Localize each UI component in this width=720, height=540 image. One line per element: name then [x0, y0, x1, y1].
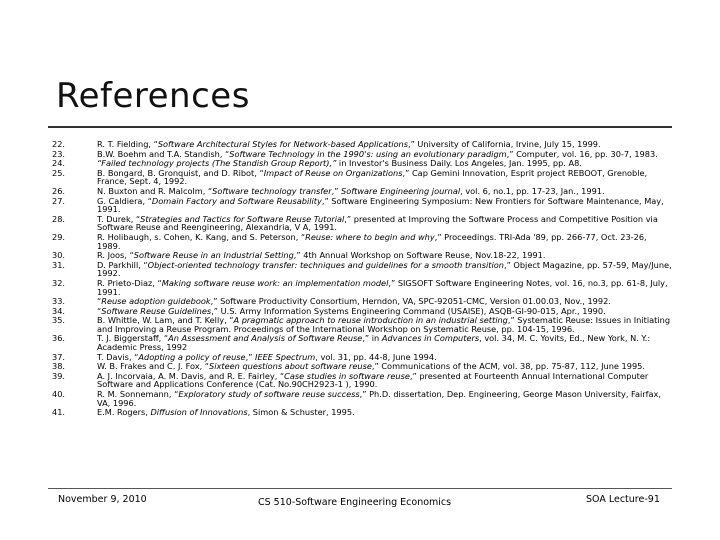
reference-segment: in Investor's Business Daily. Los Angeles, Jan. 1995, pp. A8. [336, 158, 582, 169]
title-divider [48, 126, 672, 128]
footer-divider [48, 488, 672, 489]
reference-number: 26. [52, 185, 66, 196]
reference-italic-title: Object-oriented technology transfer: techniques and guidelines for a smooth transition [147, 259, 504, 270]
reference-italic-title: An Assessment and Analysis of Software Reuse [168, 333, 363, 344]
reference-segment: ,” presented at Fourteenth Annual International Computer Software and Applications Conference (Cat. No.90CH2923-1 ), 1990. [97, 370, 649, 390]
reference-text [97, 279, 672, 296]
footer-course: CS 510-Software Engineering Economics [258, 497, 452, 508]
footer-lecture: SOA Lecture-91 [586, 494, 660, 505]
reference-segment: ,” SIGSOFT Software Engineering Notes, vol. 16, no.3, pp. 61-8, July, 1991. [97, 277, 668, 297]
reference-text [97, 159, 672, 168]
reference-item [52, 279, 672, 296]
reference-segment: D. Parkhill, “ [97, 259, 148, 270]
reference-item [52, 233, 672, 250]
reference-italic-title: Exploratory study of software reuse success [178, 389, 360, 400]
reference-italic-title: Reuse: where to begin and why [305, 231, 435, 242]
reference-item [52, 307, 672, 316]
reference-item [52, 334, 672, 351]
reference-text [97, 169, 672, 186]
reference-segment: ,” Proceedings. TRI-Ada '89, pp. 266-77, Oct. 23-26, 1989. [97, 231, 647, 251]
reference-number: 27. [52, 195, 66, 206]
reference-segment: T. Durek, “ [97, 213, 141, 224]
reference-text [97, 261, 672, 278]
reference-segment: ,” Software Productivity Consortium, Herndon, VA, SPC-92051-CMC, Version 01.00.03, Nov., 1992. [210, 296, 611, 307]
reference-number: 28. [52, 213, 66, 224]
reference-number: 34. [52, 305, 66, 316]
reference-number: 25. [52, 167, 66, 178]
reference-number: 32. [52, 277, 66, 288]
reference-number: 38. [52, 361, 66, 372]
reference-text [97, 362, 672, 371]
reference-segment: ,” [331, 185, 342, 196]
reference-italic-title: Sixteen questions about software reuse [209, 361, 372, 372]
reference-segment: ,” Object Magazine, pp. 57-59, May/June, 1992. [97, 259, 672, 279]
reference-number: 31. [52, 259, 66, 270]
reference-text [97, 372, 672, 389]
reference-segment: B. Whittle, W. Lam, and T. Kelly, “ [97, 315, 234, 326]
reference-segment: A. J. Incorvaia, A. M. Davis, and R. E. Fairley, “ [97, 370, 285, 381]
reference-text [97, 197, 672, 214]
reference-italic-title: Software Engineering journal [341, 185, 461, 196]
reference-text [97, 408, 672, 417]
reference-segment: W. B. Frakes and C. J. Fox, “ [97, 361, 210, 372]
reference-italic-title: Software Reuse Guidelines [101, 305, 212, 316]
reference-text [97, 187, 672, 196]
reference-segment: ,” Cap Gemini Innovation, Esprit project REBOOT, Grenoble, France, Sept. 4, 1992. [97, 167, 648, 187]
reference-text [97, 150, 672, 159]
reference-number: 37. [52, 351, 66, 362]
reference-number: 33. [52, 296, 66, 307]
reference-segment: ,” U.S. Army Information Systems Engineering Command (USAISE), ASQB-GI-90-015, Apr., 1990. [211, 305, 606, 316]
reference-segment: ,” Computer, vol. 16, pp. 30-7, 1983. [506, 148, 658, 159]
reference-segment: R. Joos, “ [97, 250, 134, 261]
reference-number: 41. [52, 407, 66, 418]
reference-item [52, 297, 672, 306]
reference-text [97, 233, 672, 250]
reference-italic-title: Adopting a policy of reuse [138, 351, 246, 362]
reference-item [52, 140, 672, 149]
reference-segment: , vol. 34, M. C. Yovits, Ed., New York, N. Y.: Academic Press, 1992 [97, 333, 651, 353]
reference-segment: R. M. Sonnemann, “ [97, 389, 179, 400]
reference-segment: , vol. 6, no.1, pp. 17-23, Jan., 1991. [460, 185, 605, 196]
reference-segment: “ [97, 296, 102, 307]
reference-item [52, 197, 672, 214]
reference-item [52, 261, 672, 278]
reference-text [97, 297, 672, 306]
reference-segment: , vol. 31, pp. 44-8, June 1994. [315, 351, 437, 362]
reference-item [52, 408, 672, 417]
reference-italic-title: Software technology transfer [212, 185, 332, 196]
reference-number: 39. [52, 370, 66, 381]
reference-segment: G. Caldiera, “ [97, 195, 152, 206]
reference-item [52, 353, 672, 362]
reference-item [52, 372, 672, 389]
reference-item [52, 251, 672, 260]
reference-italic-title: A pragmatic approach to reuse introduction in an industrial setting [233, 315, 508, 326]
reference-number: 22. [52, 139, 66, 149]
slide-title: References [56, 76, 250, 116]
reference-item [52, 215, 672, 232]
reference-segment: N. Buxton and R. Malcolm, “ [97, 185, 213, 196]
reference-segment: E.M. Rogers, [97, 407, 151, 418]
reference-text [97, 390, 672, 407]
reference-italic-title: Impact of Reuse on Organizations [263, 167, 403, 178]
reference-segment: T. J. Biggerstaff, “ [97, 333, 169, 344]
reference-segment: T. Davis, “ [97, 351, 139, 362]
reference-italic-title: Case studies in software reuse [284, 370, 410, 381]
reference-item [52, 150, 672, 159]
reference-number: 24. [52, 158, 66, 169]
reference-text [97, 251, 672, 260]
reference-item [52, 187, 672, 196]
reference-number: 36. [52, 333, 66, 344]
reference-segment: ,” 4th Annual Workshop on Software Reuse, Nov.18-22, 1991. [293, 250, 546, 261]
reference-text [97, 307, 672, 316]
reference-item [52, 169, 672, 186]
reference-text [97, 140, 672, 149]
reference-italic-title: Software Technology in the 1990's: using an evolutionary paradigm [229, 148, 507, 159]
reference-item [52, 362, 672, 371]
reference-number: 23. [52, 148, 66, 159]
reference-text [97, 215, 672, 232]
reference-segment: ,” Systematic Reuse: Issues in Initiating and Improving a Reuse Program. Proceedings of the International Workshop on Systematic Reuse, pp. 104-15, 1996. [97, 315, 671, 334]
reference-item [52, 390, 672, 407]
reference-segment: B. Bongard, B. Gronquist, and D. Ribot, “ [97, 167, 264, 178]
reference-text [97, 353, 672, 362]
reference-segment: , Simon & Schuster, 1995. [247, 407, 355, 418]
reference-italic-title: Software Architectural Styles for Network-based Applications [157, 139, 408, 149]
reference-segment: “ [97, 305, 102, 316]
reference-italic-title: Making software reuse work: an implementation model [161, 277, 389, 288]
reference-italic-title: Advances in Computers [381, 333, 480, 344]
reference-segment: ,” in [362, 333, 382, 344]
reference-italic-title: Diffusion of Innovations [150, 407, 248, 418]
reference-segment: ,” Communications of the ACM, vol. 38, pp. 75-87, 112, June 1995. [371, 361, 645, 372]
reference-segment: R. Holibaugh, s. Cohen, K. Kang, and S. Peterson, “ [97, 231, 306, 242]
reference-segment: ,” University of California, Irvine, July 15, 1999. [407, 139, 601, 149]
reference-segment: R. T. Fielding, “ [97, 139, 158, 149]
reference-segment: ,” Ph.D. dissertation, Dep. Engineering, George Mason University, Fairfax, VA, 1996. [97, 389, 662, 408]
reference-italic-title: Reuse adoption guidebook [101, 296, 211, 307]
reference-segment: B.W. Boehm and T.A. Standish, “ [97, 148, 230, 159]
reference-italic-title: Strategies and Tactics for Software Reuse Tutorial [140, 213, 345, 224]
reference-segment: ,” Software Engineering Symposium: New Frontiers for Software Maintenance, May, 1991. [97, 195, 664, 215]
reference-segment: ,” [245, 351, 256, 362]
reference-italic-title: Domain Factory and Software Reusability [151, 195, 322, 206]
reference-italic-title: IEEE Spectrum [255, 351, 316, 362]
reference-number: 40. [52, 389, 66, 400]
reference-number: 29. [52, 231, 66, 242]
reference-text [97, 334, 672, 351]
reference-item [52, 316, 672, 333]
footer-date: November 9, 2010 [58, 494, 147, 505]
reference-number: 35. [52, 315, 66, 326]
reference-list [52, 140, 672, 418]
reference-segment: ,” presented at Improving the Software Process and Competitive Position via Software Reuse and Reengineering, Alexandria, V A, 1991. [97, 213, 658, 233]
reference-segment: R. Prieto-Diaz, “ [97, 277, 162, 288]
reference-italic-title: “Failed technology projects (The Standish Group Report),” [97, 158, 337, 169]
reference-italic-title: Software Reuse in an Industrial Setting [133, 250, 294, 261]
reference-text [97, 316, 672, 333]
reference-number: 30. [52, 250, 66, 261]
reference-item [52, 159, 672, 168]
